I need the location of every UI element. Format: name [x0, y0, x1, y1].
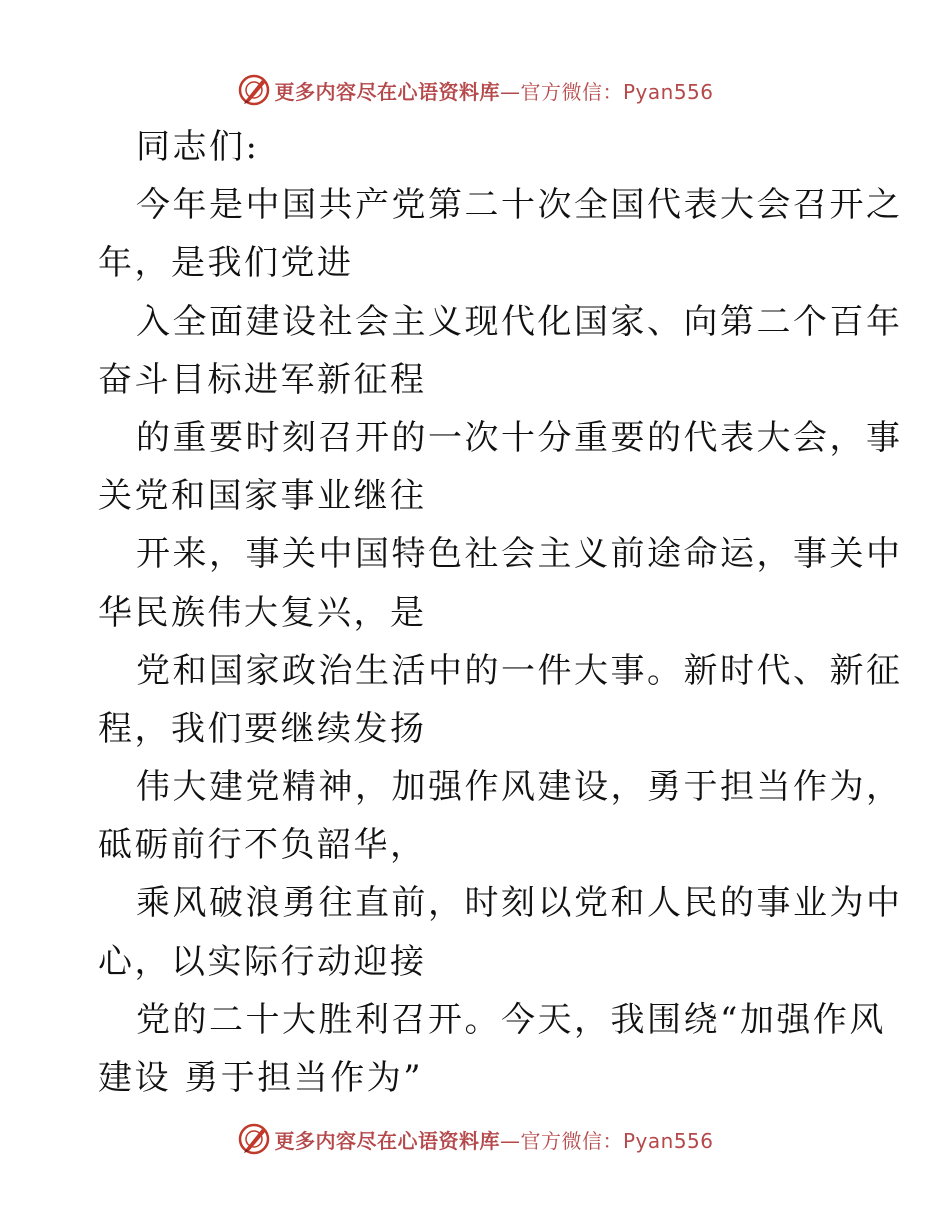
banner-separator: — — [499, 79, 521, 104]
banner-site-name: 更多内容尽在心语资料库 — [274, 79, 500, 104]
text-line: 入全面建设社会主义现代化国家、向第二个百年 — [136, 301, 903, 342]
banner-text — [274, 76, 713, 105]
text-line: 开来，事关中国特色社会主义前途命运，事关中 — [136, 534, 903, 575]
banner-site-name: 更多内容尽在心语资料库 — [274, 1128, 500, 1153]
footer-banner — [0, 1119, 950, 1159]
banner-wechat-id: Pyan556 — [622, 79, 714, 104]
banner-wechat-label: 官方微信： — [520, 79, 623, 104]
document-body — [98, 118, 903, 1107]
text-line: 党的二十大胜利召开。今天，我围绕“加强作风 — [136, 999, 886, 1040]
text-line: 奋斗目标进军新征程 — [98, 359, 427, 400]
text-line: 华民族伟大复兴，是 — [98, 592, 427, 633]
text-line: 程，我们要继续发扬 — [98, 708, 427, 749]
banner-wechat-id: Pyan556 — [622, 1128, 714, 1153]
header-banner — [0, 70, 950, 110]
text-line: 建设 勇于担当作为” — [98, 1058, 424, 1098]
text-line: 伟大建党精神，加强作风建设，勇于担当作为， — [136, 767, 903, 808]
pen-logo-icon — [236, 1121, 272, 1157]
text-line: 心，以实际行动迎接 — [98, 941, 427, 982]
text-line: 的重要时刻召开的一次十分重要的代表大会，事 — [136, 417, 903, 458]
text-line: 年，是我们党进 — [98, 243, 354, 284]
text-line: 今年是中国共产党第二十次全国代表大会召开之 — [136, 185, 903, 226]
pen-logo-icon — [236, 72, 272, 108]
banner-wechat-label: 官方微信： — [520, 1128, 623, 1153]
text-line: 同志们: — [136, 127, 260, 167]
banner-text — [274, 1125, 713, 1154]
text-line: 党和国家政治生活中的一件大事。新时代、新征 — [136, 650, 903, 691]
banner-separator: — — [499, 1128, 521, 1153]
text-line: 关党和国家事业继往 — [98, 476, 427, 517]
text-line: 乘风破浪勇往直前，时刻以党和人民的事业为中 — [136, 883, 903, 924]
text-line: 砥砺前行不负韶华， — [98, 825, 427, 866]
